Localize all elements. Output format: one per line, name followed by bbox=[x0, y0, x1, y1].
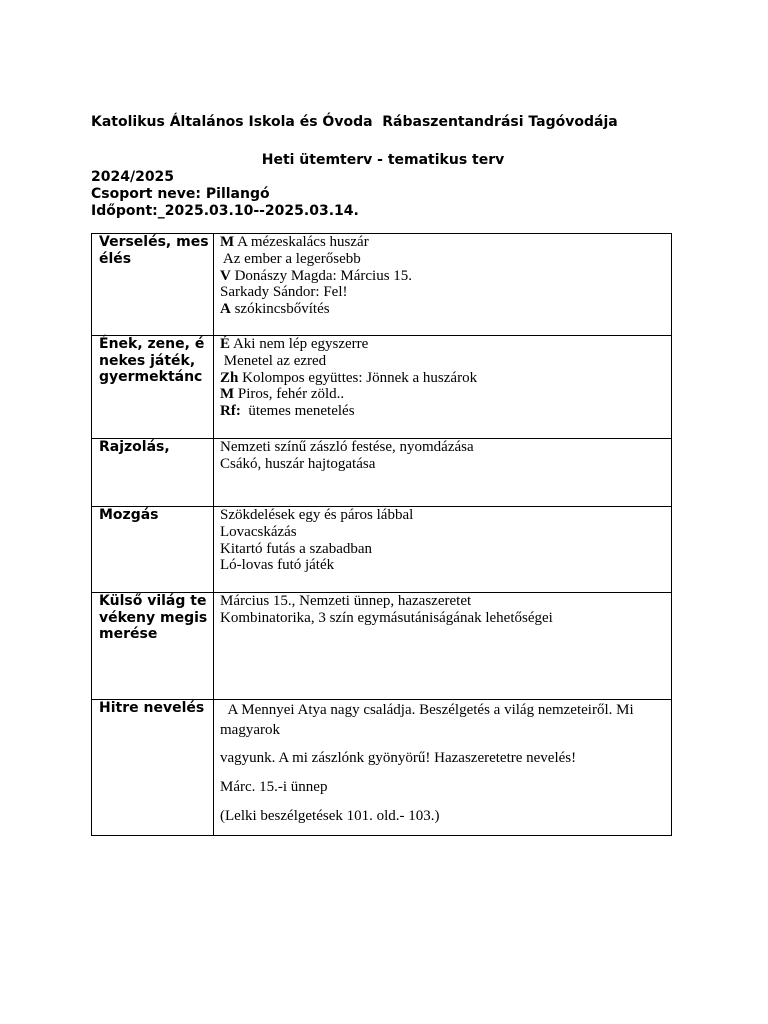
content-line: Március 15., Nemzeti ünnep, hazaszeretet bbox=[220, 593, 472, 609]
content-line: Csákó, huszár hajtogatása bbox=[220, 455, 376, 472]
content-line: M A mézeskalács huszár bbox=[220, 234, 369, 250]
content-paragraph: A Mennyei Atya nagy családja. Beszélgetés a világ nemzeteiről. Mi magyarok bbox=[220, 702, 638, 738]
row-label-mozgas: Mozgás bbox=[92, 507, 214, 593]
content-line: Rf: ütemes menetelés bbox=[220, 403, 355, 420]
date-range: Időpont:_2025.03.10--2025.03.14. bbox=[91, 203, 359, 219]
row-content-verseles bbox=[214, 234, 672, 336]
content-line: Szökdelések egy és páros lábbal bbox=[220, 507, 414, 523]
row-label-enek: Ének, zene, énekes játék, gyermektánc bbox=[92, 336, 214, 439]
content-paragraph: vagyunk. A mi zászlónk gyönyörű! Hazaszeretetre nevelés! bbox=[220, 750, 577, 766]
row-label-hitre-neveles: Hitre nevelés bbox=[92, 700, 214, 836]
content-line: Lovacskázás bbox=[220, 523, 297, 540]
content-line: Az ember a legerősebb bbox=[220, 250, 361, 267]
school-name: Katolikus Általános Iskola és Óvoda Rábaszentandrási Tagóvodája bbox=[91, 114, 618, 130]
content-line: V Donászy Magda: Március 15. bbox=[220, 267, 413, 284]
plan-title: Heti ütemterv - tematikus terv bbox=[261, 152, 505, 168]
table-row bbox=[92, 700, 672, 836]
content-line: É Aki nem lép egyszerre bbox=[220, 336, 369, 352]
table-row bbox=[92, 507, 672, 593]
content-paragraph: Márc. 15.-i ünnep bbox=[220, 779, 328, 795]
content-line: Sarkady Sándor: Fel! bbox=[220, 284, 348, 301]
content-line: Nemzeti színű zászló festése, nyomdázása bbox=[220, 439, 474, 455]
school-year: 2024/2025 bbox=[91, 169, 175, 185]
table-row bbox=[92, 593, 672, 700]
row-content-kulso-vilag bbox=[214, 593, 672, 700]
content-line: Zh Kolompos együttes: Jönnek a huszárok bbox=[220, 369, 478, 386]
content-line: M Piros, fehér zöld.. bbox=[220, 386, 345, 403]
row-label-verseles: Verselés, mesélés bbox=[92, 234, 214, 336]
group-name: Csoport neve: Pillangó bbox=[91, 186, 270, 202]
table-row bbox=[92, 439, 672, 507]
row-label-rajzolas: Rajzolás, bbox=[92, 439, 214, 507]
table-row bbox=[92, 234, 672, 336]
row-content-mozgas bbox=[214, 507, 672, 593]
table-row bbox=[92, 336, 672, 439]
content-line: Kitartó futás a szabadban bbox=[220, 540, 373, 557]
document-header bbox=[91, 113, 681, 220]
row-content-rajzolas bbox=[214, 439, 672, 507]
content-line: Kombinatorika, 3 szín egymásutániságának lehetőségei bbox=[220, 609, 553, 626]
content-line: Menetel az ezred bbox=[220, 352, 327, 369]
content-paragraph: (Lelki beszélgetések 101. old.- 103.) bbox=[220, 808, 440, 824]
row-label-kulso-vilag: Külső világ tevékeny megismerése bbox=[92, 593, 214, 700]
content-line: Ló-lovas futó játék bbox=[220, 557, 335, 574]
weekly-plan-table bbox=[91, 233, 672, 836]
row-content-hitre-neveles bbox=[214, 700, 672, 836]
row-content-enek bbox=[214, 336, 672, 439]
content-line: A szókincsbővítés bbox=[220, 301, 330, 318]
